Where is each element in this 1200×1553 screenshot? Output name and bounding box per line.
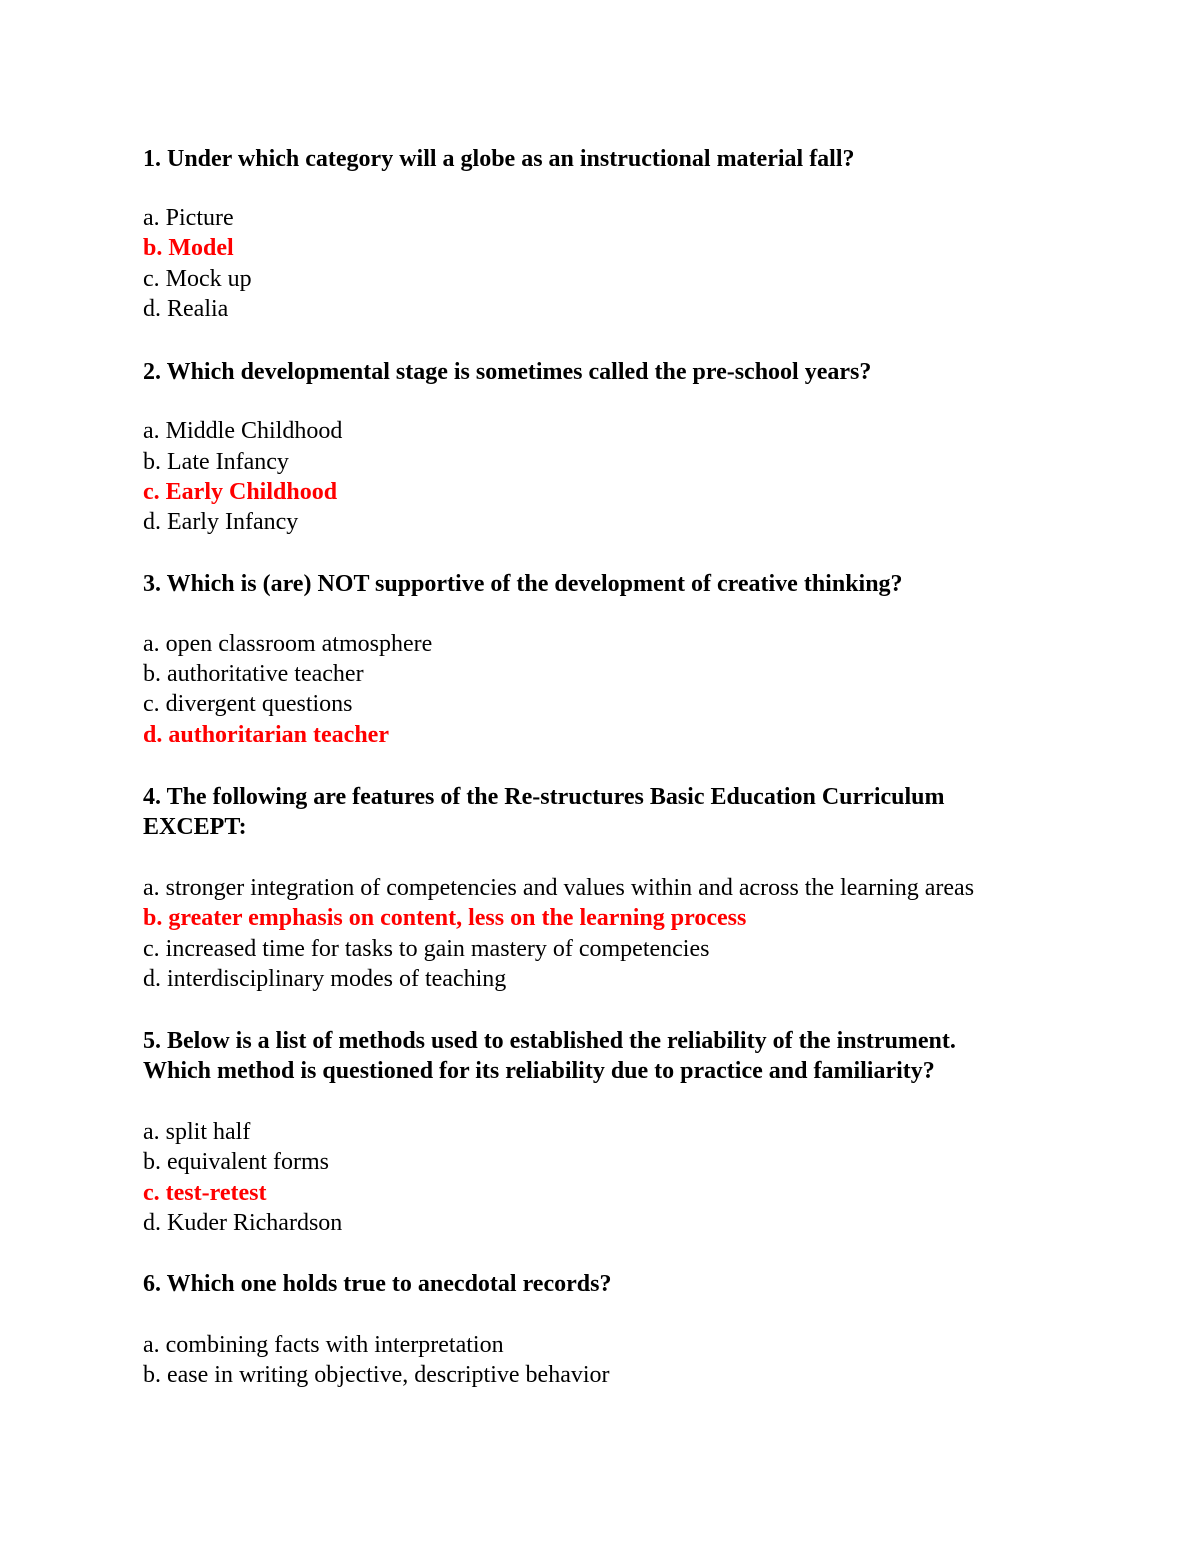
question-4-option-a: a. stronger integration of competencies and values within and across the learning areas [143, 875, 975, 901]
question-3-option-b: b. authoritative teacher [143, 661, 364, 687]
question-5-stem-line-2: Which method is questioned for its reliability due to practice and familiarity? [143, 1058, 935, 1084]
question-4-stem-line-2: EXCEPT: [143, 814, 247, 840]
question-2-option-d: d. Early Infancy [143, 509, 299, 535]
question-3-option-d-answer: d. authoritarian teacher [143, 722, 389, 748]
question-4-stem-line-1: 4. The following are features of the Re-structures Basic Education Curriculum [143, 784, 945, 810]
question-2-option-b: b. Late Infancy [143, 449, 289, 475]
question-5-option-d: d. Kuder Richardson [143, 1210, 343, 1236]
question-5-option-a: a. split half [143, 1119, 251, 1145]
question-5-option-c-answer: c. test-retest [143, 1180, 267, 1206]
question-1-option-a: a. Picture [143, 205, 234, 231]
question-3-option-c: c. divergent questions [143, 691, 353, 717]
question-3-stem: 3. Which is (are) NOT supportive of the development of creative thinking? [143, 571, 903, 597]
question-1-option-b-answer: b. Model [143, 235, 234, 261]
question-2-option-a: a. Middle Childhood [143, 418, 343, 444]
question-4-option-b-answer: b. greater emphasis on content, less on the learning process [143, 905, 747, 931]
question-6-option-a: a. combining facts with interpretation [143, 1332, 504, 1358]
question-5-stem-line-1: 5. Below is a list of methods used to established the reliability of the instrument. [143, 1028, 956, 1054]
question-2-stem: 2. Which developmental stage is sometimes called the pre-school years? [143, 359, 872, 385]
question-2-option-c-answer: c. Early Childhood [143, 479, 338, 505]
question-5-option-b: b. equivalent forms [143, 1149, 329, 1175]
question-4-option-d: d. interdisciplinary modes of teaching [143, 966, 507, 992]
question-1-stem: 1. Under which category will a globe as an instructional material fall? [143, 146, 855, 172]
question-1-option-c: c. Mock up [143, 266, 252, 292]
question-4-option-c: c. increased time for tasks to gain mastery of competencies [143, 936, 710, 962]
question-3-option-a: a. open classroom atmosphere [143, 631, 433, 657]
question-1-option-d: d. Realia [143, 296, 229, 322]
question-6-stem: 6. Which one holds true to anecdotal records? [143, 1271, 612, 1297]
question-6-option-b: b. ease in writing objective, descriptive behavior [143, 1362, 610, 1388]
